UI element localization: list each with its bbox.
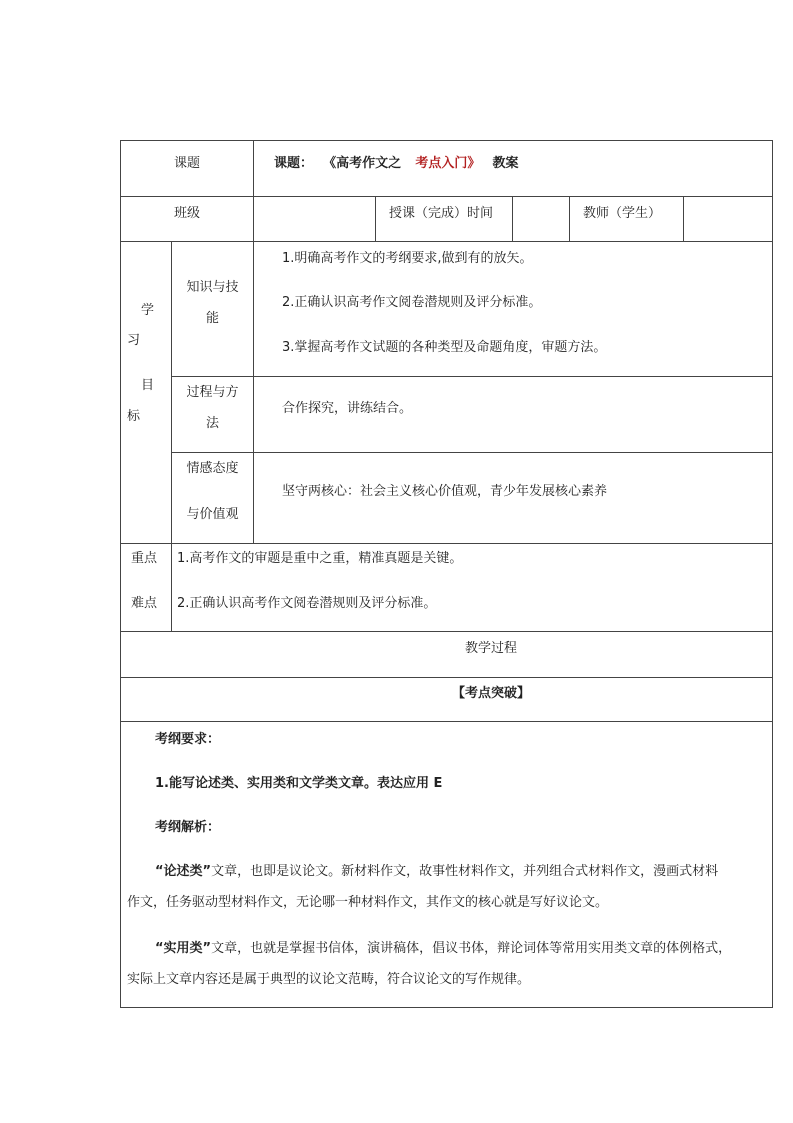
teacher-label: 教师（学生） (583, 206, 662, 221)
knowledge-label: 知识与技 (186, 280, 239, 295)
table-border (120, 677, 773, 678)
analysis-paragraph-line (155, 940, 731, 958)
knowledge-label: 能 (205, 311, 219, 326)
process-label: 过程与方 (186, 385, 239, 400)
analysis-heading: 考纲解析： (155, 820, 221, 835)
key-points-label: 重点 (131, 551, 158, 566)
key-point-item: 2.正确认识高考作文阅卷潜规则及评分标准。 (177, 596, 437, 611)
objectives-label-char: 习 (127, 333, 141, 348)
paragraph-term: “论述类” (155, 864, 212, 879)
table-border (120, 140, 121, 1008)
table-border (120, 196, 773, 197)
knowledge-item: 1.明确高考作文的考纲要求,做到有的放矢。 (282, 251, 533, 266)
paragraph-term: “实用类” (155, 941, 212, 956)
attitude-label: 与价值观 (186, 507, 239, 522)
process-heading: 教学过程 (464, 641, 517, 656)
table-border (569, 196, 570, 242)
paragraph-text: 文章，也即是议论文。新材料作文，故事性材料作文，并列组合式材料作文，漫画式材料 (211, 864, 719, 879)
topic-suffix: 教案 (492, 156, 519, 171)
table-border (171, 241, 172, 632)
time-label: 授课（完成）时间 (389, 206, 494, 221)
table-border (120, 721, 773, 722)
objectives-label-char: 学 (141, 303, 155, 318)
topic-prefix: 课题： (274, 156, 314, 171)
table-border (120, 631, 773, 632)
table-border (120, 140, 773, 141)
topic-label: 课题 (173, 156, 200, 171)
process-text: 合作探究，讲练结合。 (282, 401, 413, 416)
knowledge-item: 2.正确认识高考作文阅卷潜规则及评分标准。 (282, 295, 542, 310)
topic-open: 《高考作文之 (323, 156, 402, 171)
topic-highlight: 考点入门》 (415, 156, 481, 171)
table-border (253, 140, 254, 544)
attitude-text: 坚守两核心：社会主义核心价值观，青少年发展核心素养 (282, 484, 608, 499)
objectives-label-char: 目 (141, 378, 155, 393)
key-point-item: 1.高考作文的审题是重中之重，精准真题是关键。 (177, 551, 463, 566)
section-title: 【考点突破】 (451, 686, 530, 701)
paragraph-text: 文章，也就是掌握书信体，演讲稿体，倡议书体，辩论词体等常用实用类文章的体例格式， (211, 941, 732, 956)
key-points-label: 难点 (131, 596, 158, 611)
requirements-heading: 考纲要求： (155, 732, 221, 747)
objectives-label-char: 标 (127, 409, 141, 424)
knowledge-item: 3.掌握高考作文试题的各种类型及命题角度，审题方法。 (282, 340, 607, 355)
table-border (772, 140, 773, 1008)
table-border (512, 196, 513, 242)
analysis-paragraph-line: 实际上文章内容还是属于典型的议论文范畴，符合议论文的写作规律。 (127, 972, 531, 987)
table-border (120, 1007, 773, 1008)
attitude-label: 情感态度 (186, 461, 239, 476)
analysis-paragraph-line (155, 863, 718, 881)
analysis-paragraph-line: 作文，任务驱动型材料作文，无论哪一种材料作文，其作文的核心就是写好议论文。 (127, 895, 609, 910)
requirements-item: 1.能写论述类、实用类和文学类文章。表达应用 E (155, 776, 443, 791)
table-border (120, 543, 773, 544)
table-border (375, 196, 376, 242)
class-label: 班级 (173, 206, 200, 221)
topic-title (274, 155, 518, 173)
process-label: 法 (205, 416, 219, 431)
table-border (171, 452, 773, 453)
table-border (120, 241, 773, 242)
table-border (683, 196, 684, 242)
table-border (171, 376, 773, 377)
